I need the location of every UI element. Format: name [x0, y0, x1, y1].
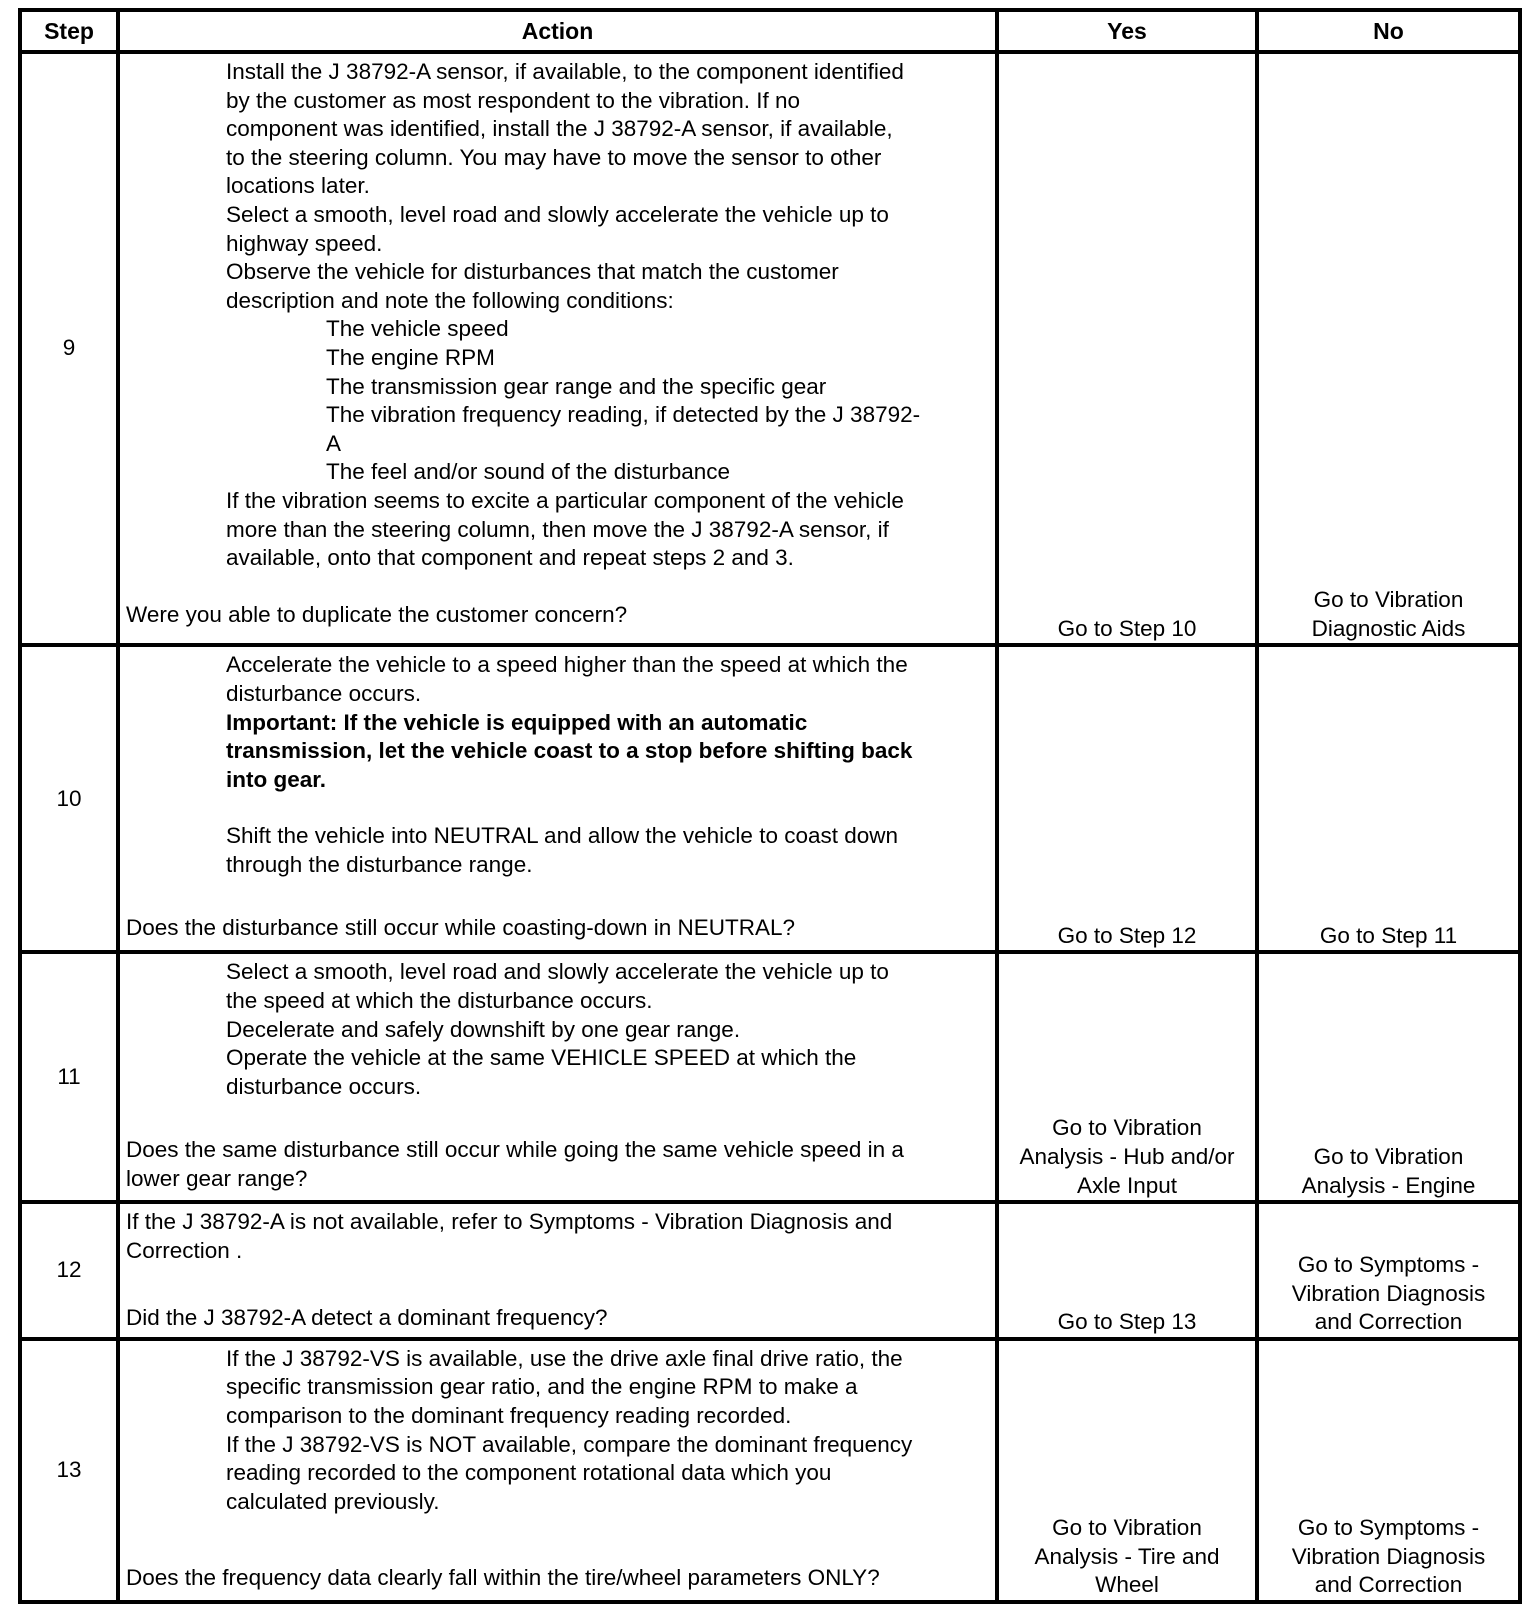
no-link[interactable]: Vibration Diagnosis [1291, 1543, 1486, 1569]
no-link[interactable]: Vibration Diagnosis [1291, 1280, 1486, 1306]
yes-cell [997, 1202, 1257, 1339]
no-cell [1257, 1339, 1520, 1602]
action-line: Select a smooth, level road and slowly accelerate the vehicle up to [226, 959, 889, 985]
yes-cell [997, 952, 1257, 1202]
yes-link[interactable]: Analysis - Hub and/or [1019, 1144, 1235, 1170]
yes-link[interactable]: Go to Vibration [1052, 1115, 1202, 1141]
no-link[interactable]: Go to Vibration [1313, 1144, 1464, 1170]
no-link[interactable]: and Correction [1314, 1572, 1463, 1598]
action-line: locations later. [226, 173, 370, 199]
important-note: Important: If the vehicle is equipped with an automatic [226, 709, 808, 735]
action-line: more than the steering column, then move the J 38792-A sensor, if [226, 516, 889, 542]
action-line: Select a smooth, level road and slowly accelerate the vehicle up to [226, 201, 889, 227]
action-line: Shift the vehicle into NEUTRAL and allow the vehicle to coast down [226, 823, 899, 849]
step-number: 9 [20, 52, 118, 645]
action-line: by the customer as most respondent to the vibration. If no [226, 87, 801, 113]
action-line: If the J 38792-VS is available, use the drive axle final drive ratio, the [226, 1345, 903, 1371]
no-link[interactable]: Analysis - Engine [1301, 1172, 1476, 1198]
no-cell [1257, 952, 1520, 1202]
action-line: Correction . [126, 1237, 243, 1263]
action-line: calculated previously. [226, 1488, 440, 1514]
action-line: disturbance occurs. [226, 1073, 422, 1099]
action-line: reading recorded to the component rotational data which you [226, 1460, 832, 1486]
no-link[interactable]: and Correction [1314, 1309, 1463, 1335]
question-text: Does the disturbance still occur while coasting-down in NEUTRAL? [126, 914, 796, 940]
important-note: into gear. [226, 766, 327, 792]
yes-cell [997, 645, 1257, 952]
action-cell [118, 1339, 997, 1602]
header-step: Step [20, 10, 118, 52]
question-text: lower gear range? [126, 1165, 308, 1191]
header-row [20, 10, 1520, 52]
condition-line: The transmission gear range and the specific gear [326, 373, 827, 399]
table-row [20, 645, 1520, 952]
condition-line: The vehicle speed [326, 316, 509, 342]
action-line: description and note the following conditions: [226, 287, 674, 313]
action-cell [118, 52, 997, 645]
diagnostic-table [18, 8, 1522, 1604]
table-row [20, 1339, 1520, 1602]
yes-link[interactable]: Go to Step 10 [1057, 615, 1197, 641]
no-cell [1257, 1202, 1520, 1339]
action-cell [118, 952, 997, 1202]
action-cell [118, 645, 997, 952]
action-line: component was identified, install the J 38792-A sensor, if available, [226, 116, 893, 142]
no-link[interactable]: Go to Step 11 [1319, 922, 1458, 948]
action-line: the speed at which the disturbance occurs. [226, 988, 653, 1014]
yes-cell [997, 52, 1257, 645]
action-line: Decelerate and safely downshift by one gear range. [226, 1016, 741, 1042]
question-text: Did the J 38792-A detect a dominant frequency? [126, 1304, 608, 1330]
step-number: 10 [20, 645, 118, 952]
condition-line: The feel and/or sound of the disturbance [326, 459, 731, 485]
action-line: If the vibration seems to excite a particular component of the vehicle [226, 487, 904, 513]
action-line: disturbance occurs. [226, 681, 422, 707]
step-number: 11 [20, 952, 118, 1202]
action-line: If the J 38792-A is not available, refer to Symptoms - Vibration Diagnosis and [126, 1209, 893, 1235]
header-no: No [1257, 10, 1520, 52]
action-line: through the disturbance range. [226, 852, 533, 878]
action-line: comparison to the dominant frequency reading recorded. [226, 1403, 792, 1429]
question-text: Does the same disturbance still occur while going the same vehicle speed in a [126, 1137, 904, 1163]
no-link[interactable]: Diagnostic Aids [1311, 615, 1466, 641]
yes-link[interactable]: Analysis - Tire and [1034, 1543, 1220, 1569]
no-link[interactable]: Go to Symptoms - [1297, 1515, 1480, 1541]
table-row [20, 52, 1520, 645]
action-line: If the J 38792-VS is NOT available, compare the dominant frequency [226, 1431, 913, 1457]
action-line: to the steering column. You may have to move the sensor to other [226, 144, 882, 170]
question-text: Does the frequency data clearly fall within the tire/wheel parameters ONLY? [126, 1565, 880, 1591]
question-text: Were you able to duplicate the customer concern? [126, 602, 628, 628]
condition-line: The vibration frequency reading, if detected by the J 38792- [326, 402, 921, 428]
no-cell [1257, 645, 1520, 952]
yes-cell [997, 1339, 1257, 1602]
action-line: highway speed. [226, 230, 383, 256]
condition-line: The engine RPM [326, 344, 495, 370]
no-link[interactable]: Go to Vibration [1313, 587, 1464, 613]
yes-link[interactable]: Go to Step 12 [1057, 922, 1197, 948]
step-number: 12 [20, 1202, 118, 1339]
action-line: Accelerate the vehicle to a speed higher than the speed at which the [226, 652, 908, 678]
header-action: Action [118, 10, 997, 52]
yes-link[interactable]: Axle Input [1076, 1172, 1178, 1198]
table-row [20, 1202, 1520, 1339]
important-note: transmission, let the vehicle coast to a stop before shifting back [226, 738, 913, 764]
action-line: specific transmission gear ratio, and the engine RPM to make a [226, 1374, 858, 1400]
condition-line: A [326, 430, 342, 456]
action-line: available, onto that component and repeat steps 2 and 3. [226, 545, 794, 571]
action-cell [118, 1202, 997, 1339]
action-line: Operate the vehicle at the same VEHICLE SPEED at which the [226, 1045, 857, 1071]
yes-link[interactable]: Go to Step 13 [1057, 1309, 1197, 1335]
step-number: 13 [20, 1339, 118, 1602]
yes-link[interactable]: Go to Vibration [1052, 1515, 1202, 1541]
no-link[interactable]: Go to Symptoms - [1297, 1252, 1480, 1278]
header-yes: Yes [997, 10, 1257, 52]
no-cell [1257, 52, 1520, 645]
yes-link[interactable]: Wheel [1095, 1572, 1159, 1598]
table-row [20, 952, 1520, 1202]
action-line: Observe the vehicle for disturbances that match the customer [226, 259, 839, 285]
action-line: Install the J 38792-A sensor, if available, to the component identified [226, 59, 904, 84]
